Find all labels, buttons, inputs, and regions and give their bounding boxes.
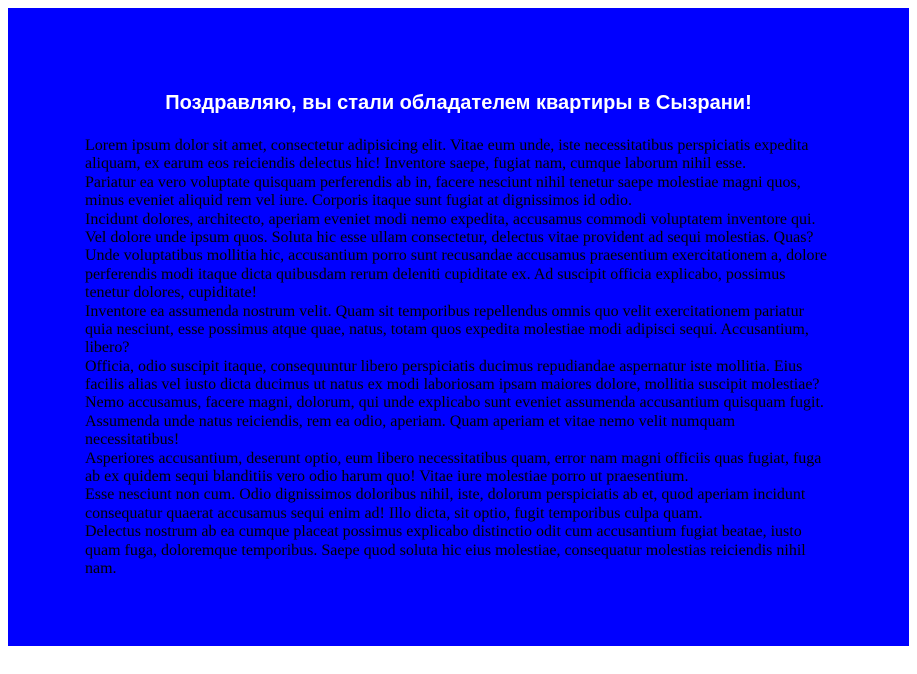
- paragraph: Inventore ea assumenda nostrum velit. Quam sit temporibus repellendus omnis quo velit exercitationem pariatur quia nesciunt, esse possimus atque quae, natus, totam quos expedita molestiae modi adipisci sequi. Accusantium, libero?: [85, 302, 809, 357]
- paragraph: Lorem ipsum dolor sit amet, consectetur adipisicing elit. Vitae eum unde, iste necessitatibus perspiciatis expedita aliquam, ex earum eos reiciendis delectus hic! Inventore saepe, fugiat nam, cumque laborum nihil esse.: [85, 137, 809, 173]
- paragraph: Unde voluptatibus mollitia hic, accusantium porro sunt recusandae accusamus praesentium exercitationem a, dolore perferendis modi itaque dicta quibusdam rerum deleniti cupiditate ex. Ad suscipit officia explicabo, possimus tenetur dolores, cupiditate!: [85, 247, 827, 302]
- paragraph: Esse nesciunt non cum. Odio dignissimos doloribus nihil, iste, dolorum perspiciatis ab et, quod aperiam incidunt consequatur quaerat accusamus sequi enim ad! Illo dicta, sit optio, fugit temporibus culpa quam.: [85, 486, 806, 522]
- paragraph: Officia, odio suscipit itaque, consequuntur libero perspiciatis ducimus repudiandae aspernatur iste mollitia. Eius facilis alias vel iusto dicta ducimus ut natus ex modi laboriosam ipsam maiores dolore, mollitia suscipit molestiae?: [85, 357, 820, 394]
- paragraph: Nemo accusamus, facere magni, dolorum, qui unde explicabo sunt eveniet assumenda accusantium quisquam fugit. Assumenda unde natus reiciendis, rem ea odio, aperiam. Quam aperiam et vitae nemo velit numquam necessitatibus!: [85, 394, 824, 449]
- paragraph: Incidunt dolores, architecto, aperiam eveniet modi nemo expedita, accusamus commodi voluptatem inventore qui. Vel dolore unde ipsum quos. Soluta hic esse ullam consectetur, delectus vitae provident ad sequi molestias. Quas?: [85, 210, 816, 246]
- congratulation-card: [8, 8, 909, 646]
- page-title: Поздравляю, вы стали обладателем квартиры в Сызрани!: [165, 92, 752, 114]
- paragraph: Pariatur ea vero voluptate quisquam perferendis ab in, facere nesciunt nihil tenetur saepe molestiae magni quos, minus eveniet aliquid rem vel iure. Corporis itaque sunt fugiat at dignissimos id odio.: [85, 173, 801, 210]
- paragraph: Delectus nostrum ab ea cumque placeat possimus explicabo distinctio odit cum accusantium fugiat beatae, iusto quam fuga, doloremque temporibus. Saepe quod soluta hic eius molestiae, consequatur molestias reiciendis nihil nam.: [85, 523, 806, 577]
- paragraph: Asperiores accusantium, deserunt optio, eum libero necessitatibus quam, error nam magni officiis quas fugiat, fuga ab ex quidem sequi blanditiis vero odio harum quo! Vitae iure molestiae porro ut praesentium.: [85, 449, 822, 486]
- body-text: [85, 137, 832, 578]
